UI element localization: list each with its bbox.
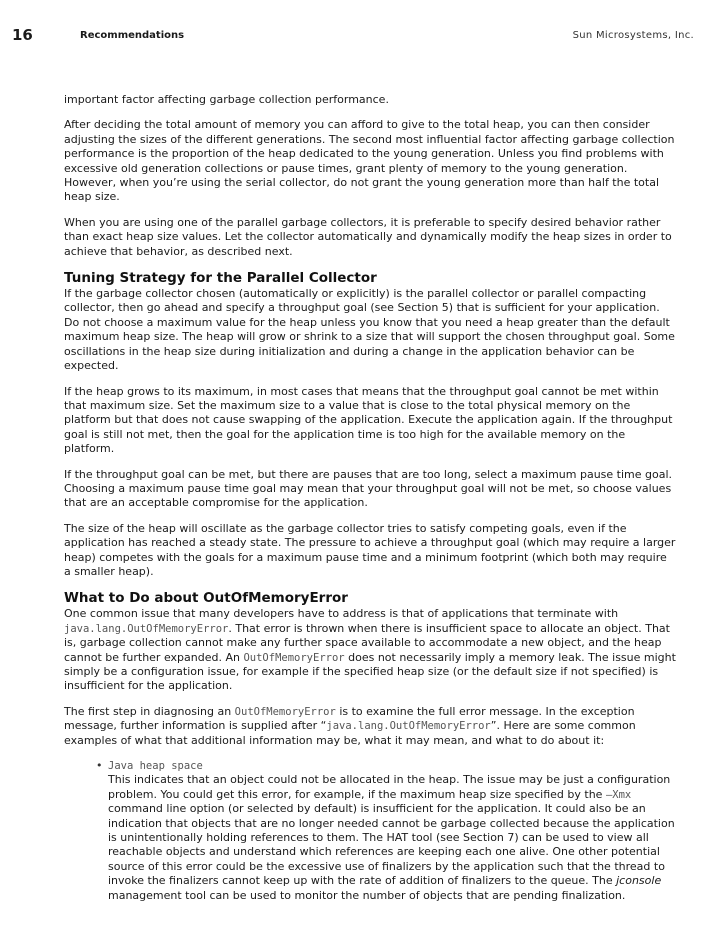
text-run: is to examine the full error message. In the exception message, further information is supplied after “ xyxy=(64,704,635,733)
section-heading-oom: What to Do about OutOfMemoryError xyxy=(64,590,348,607)
bullet-text xyxy=(108,773,676,903)
bullet-marker: • xyxy=(96,759,103,773)
paragraph: If the throughput goal can be met, but there are pauses that are too long, select a maximum pause time goal. Choosing a maximum pause time goal may mean that your throughput goal will not be met, so choose values that are an acceptable compromise for the application. xyxy=(64,467,673,510)
paragraph: If the heap grows to its maximum, in most cases that means that the throughput goal cannot be met within that maximum size. Set the maximum size to a value that is close to the total physical memory on the platform but that does not cause swapping of the application. Execute the application again. If the throughput goal is still not met, then the goal for the application time is too high for the available memory on the platform. xyxy=(64,384,673,456)
code-span: java.lang.OutOfMemoryError xyxy=(326,720,491,733)
tool-name: jconsole xyxy=(616,874,662,888)
running-header-section: Recommendations xyxy=(80,30,185,41)
running-header-company: Sun Microsystems, Inc. xyxy=(572,30,694,41)
paragraph: The size of the heap will oscillate as the garbage collector tries to satisfy competing goals, even if the application has reached a steady state. The pressure to achieve a throughput goal (which may require a larger heap) competes with the goals for a maximum pause time and a minimum footprint (which both may require a smaller heap). xyxy=(64,521,676,578)
paragraph: When you are using one of the parallel garbage collectors, it is preferable to specify desired behavior rather than exact heap size values. Let the collector automatically and dynamically modify the heap sizes in order to achieve that behavior, as described next. xyxy=(64,215,672,258)
text-run: This indicates that an object could not be allocated in the heap. The issue may be just a configuration problem. You could get this error, for example, if the maximum heap size specified by the xyxy=(108,773,671,801)
text-run: One common issue that many developers have to address is that of applications that terminate with xyxy=(64,607,619,621)
section-heading-parallel: Tuning Strategy for the Parallel Collector xyxy=(64,270,377,287)
code-span: –Xmx xyxy=(605,788,632,801)
code-span: OutOfMemoryError xyxy=(243,651,345,664)
bullet-heading: Java heap space xyxy=(108,760,203,773)
code-span: OutOfMemoryError xyxy=(234,705,336,718)
error-types-list xyxy=(64,759,676,903)
paragraph: important factor affecting garbage collection performance. xyxy=(64,93,389,106)
text-run: ”. Here are some common examples of what that additional information may be, what it may mean, and what to do about it: xyxy=(64,719,636,747)
paragraph xyxy=(64,705,676,748)
text-run: The first step in diagnosing an xyxy=(64,704,235,718)
paragraph xyxy=(64,607,676,693)
text-run: . That error is thrown when there is insufficient space to allocate an object. That is, garbage collection cannot make any further space available to accommodate a new object, and the heap cannot be further expanded. An xyxy=(64,621,670,664)
list-item xyxy=(96,759,676,903)
page-header xyxy=(0,0,728,60)
page-body xyxy=(64,93,676,903)
text-run: does not necessarily imply a memory leak. The issue might simply be a configuration issue, for example if the specified heap size (or the default size if not specified) is insufficient for the application. xyxy=(64,650,676,693)
paragraph: After deciding the total amount of memory you can afford to give to the total heap, you can then consider adjusting the sizes of the different generations. The second most influential factor affecting garbage collection performance is the proportion of the heap dedicated to the young generation. Unless you find problems with excessive old generation collections or pause times, grant plenty of memory to the young generation. However, when you’re using the serial collector, do not grant the young generation more than half the total heap size. xyxy=(64,118,675,204)
paragraph: If the garbage collector chosen (automatically or explicitly) is the parallel collector or parallel compacting collector, then go ahead and specify a throughput goal (see Section 5) that is sufficient for your application. Do not choose a maximum value for the heap unless you know that you need a heap greater than the default maximum heap size. The heap will grow or shrink to a size that will support the chosen throughput goal. Some oscillations in the heap size during initialization and during a change in the application behavior can be expected. xyxy=(64,287,675,373)
text-run: command line option (or selected by default) is insufficient for the application. It could also be an indication that objects that are no longer needed cannot be garbage collected because the application is unintentionally holding references to them. The HAT tool (see Section 7) can be used to view all reachable objects and understand which references are keeping each one alive. One other potential source of this error could be the excessive use of finalizers by the application such that the thread to invoke the finalizers cannot keep up with the rate of addition of finalizers to the queue. The xyxy=(108,802,675,888)
text-run: management tool can be used to monitor the number of objects that are pending finalization. xyxy=(108,888,626,902)
code-span: java.lang.OutOfMemoryError xyxy=(64,622,229,635)
page-number: 16 xyxy=(12,26,33,44)
